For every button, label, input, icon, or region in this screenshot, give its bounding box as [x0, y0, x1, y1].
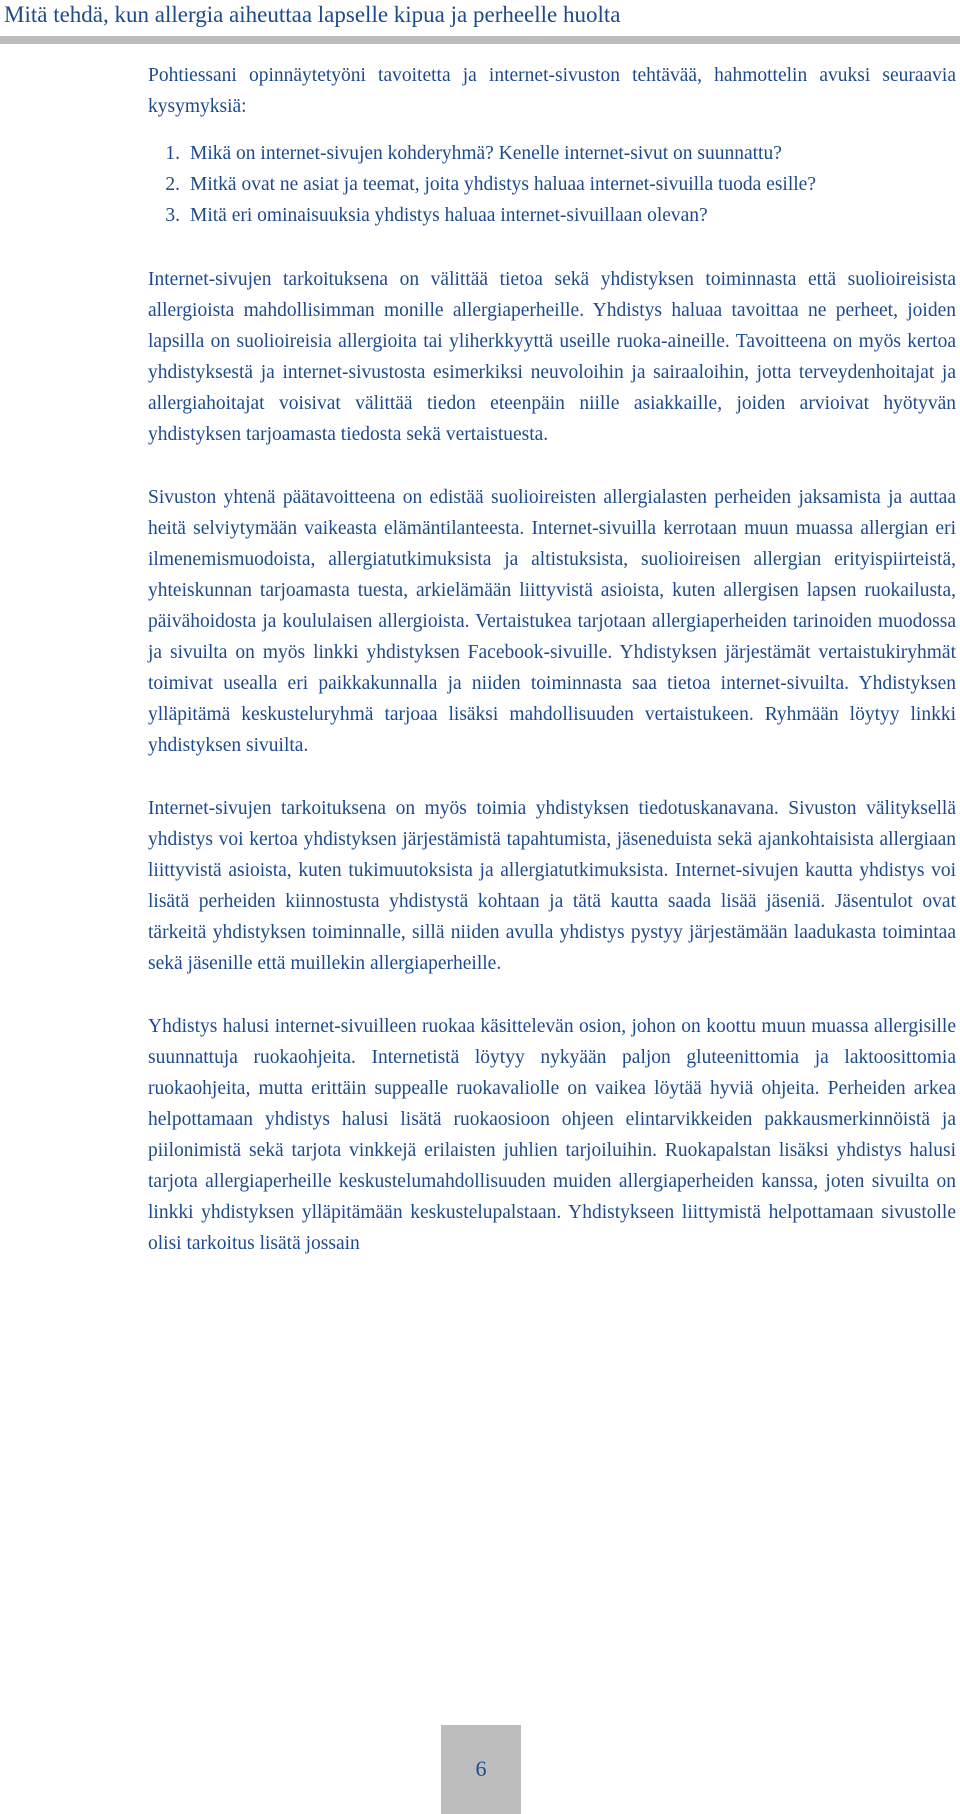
document-body: [148, 60, 956, 1291]
header-rule: [0, 36, 960, 44]
list-item-text: Mitä eri ominaisuuksia yhdistys haluaa internet-sivuillaan olevan?: [190, 205, 708, 226]
body-paragraph: Internet-sivujen tarkoituksena on myös toimia yhdistyksen tiedotuskanavana. Sivuston välityksellä yhdistys voi kertoa yhdistyksen järjestämistä tapahtumista, jäseneduista sekä ajankohtaisista allergiaan liittyvistä asioista, kuten tukimuutoksista ja allergiatutkimuksista. Internet-sivujen kautta yhdistys voi lisätä perheiden kiinnostusta yhdistystä kohtaan ja tätä kautta saada lisää jäseniä. Jäsentulot ovat tärkeitä yhdistyksen toiminnalle, sillä niiden avulla yhdistys pystyy järjestämään laadukasta toimintaa sekä jäsenille että muillekin allergiaperheille.: [148, 798, 956, 974]
list-item: [148, 200, 956, 231]
body-paragraph: Yhdistys halusi internet-sivuilleen ruokaa käsittelevän osion, johon on koottu muun muassa allergisille suunnattuja ruokaohjeita. Internetistä löytyy nykyään paljon gluteenittomia ja laktoosittomia ruokaohjeita, mutta erittäin suppealle ruokavaliolle on vaikea löytää hyviä ohjeita. Perheiden arkea helpottamaan yhdistys halusi lisätä ruokaosioon ohjeen elintarvikkeiden pakkausmerkinnöistä ja piilonimistä sekä tarjota vinkkejä erilaisten juhlien tarjoiluihin. Ruokapalstan lisäksi yhdistys halusi tarjota allergiaperheille keskustelumahdollisuuden muiden allergiaperheiden kanssa, joten sivuilta on linkki yhdistyksen ylläpitämään keskustelupalstaan. Yhdistykseen liittymistä helpottamaan sivustolle olisi tarkoitus lisätä jossain: [148, 1016, 956, 1254]
list-item-number: 1.: [165, 143, 180, 164]
intro-paragraph: Pohtiessani opinnäytetyöni tavoitetta ja internet-sivuston tehtävää, hahmottelin avuksi seuraavia kysymyksiä:: [148, 65, 956, 117]
running-header-title: Mitä tehdä, kun allergia aiheuttaa lapselle kipua ja perheelle huolta: [4, 2, 621, 27]
list-item-text: Mitkä ovat ne asiat ja teemat, joita yhdistys haluaa internet-sivuilla tuoda esille?: [190, 174, 816, 195]
list-item: [148, 169, 956, 200]
list-item: [148, 138, 956, 169]
page-header: [0, 0, 960, 50]
page-number: 6: [475, 1756, 487, 1781]
list-item-text: Mikä on internet-sivujen kohderyhmä? Kenelle internet-sivut on suunnattu?: [190, 143, 782, 164]
question-list: [148, 138, 956, 231]
list-item-number: 2.: [165, 174, 180, 195]
page-number-box: [441, 1725, 521, 1814]
body-paragraph: Sivuston yhtenä päätavoitteena on edistää suolioireisten allergialasten perheiden jaksamista ja auttaa heitä selviytymään vaikeasta elämäntilanteesta. Internet-sivuilla kerrotaan muun muassa allergian eri ilmenemismuodoista, allergiatutkimuksista ja altistuksista, suolioireisen allergian erityispiirteistä, yhteiskunnan tarjoamasta tuesta, arkielämään liittyvistä asioista, kuten allergisen lapsen ruokailusta, päivähoidosta ja koululaisen allergioista. Vertaistukea tarjotaan allergiaperheiden tarinoiden muodossa ja sivuilta on myös linkki yhdistyksen Facebook-sivuille. Yhdistyksen järjestämät vertaistukiryhmät toimivat usealla eri paikkakunnalla ja niiden toiminnasta saa tietoa internet-sivuilta. Yhdistyksen ylläpitämä keskusteluryhmä tarjoaa lisäksi mahdollisuuden vertaistukeen. Ryhmään löytyy linkki yhdistyksen sivuilta.: [148, 487, 956, 756]
body-paragraph: Internet-sivujen tarkoituksena on välittää tietoa sekä yhdistyksen toiminnasta että suolioireisista allergioista mahdollisimman monille allergiaperheille. Yhdistys haluaa tavoittaa ne perheet, joiden lapsilla on suolioireisia allergioita tai yliherkkyyttä useille ruoka-aineille. Tavoitteena on myös kertoa yhdistyksestä ja internet-sivustosta esimerkiksi neuvoloihin ja sairaaloihin, jotta terveydenhoitajat ja allergiahoitajat voisivat välittää tiedon eteenpäin niille asiakkaille, joiden arvioivat hyötyvän yhdistyksen tarjoamasta tiedosta sekä vertaistuesta.: [148, 269, 956, 445]
list-item-number: 3.: [165, 205, 180, 226]
